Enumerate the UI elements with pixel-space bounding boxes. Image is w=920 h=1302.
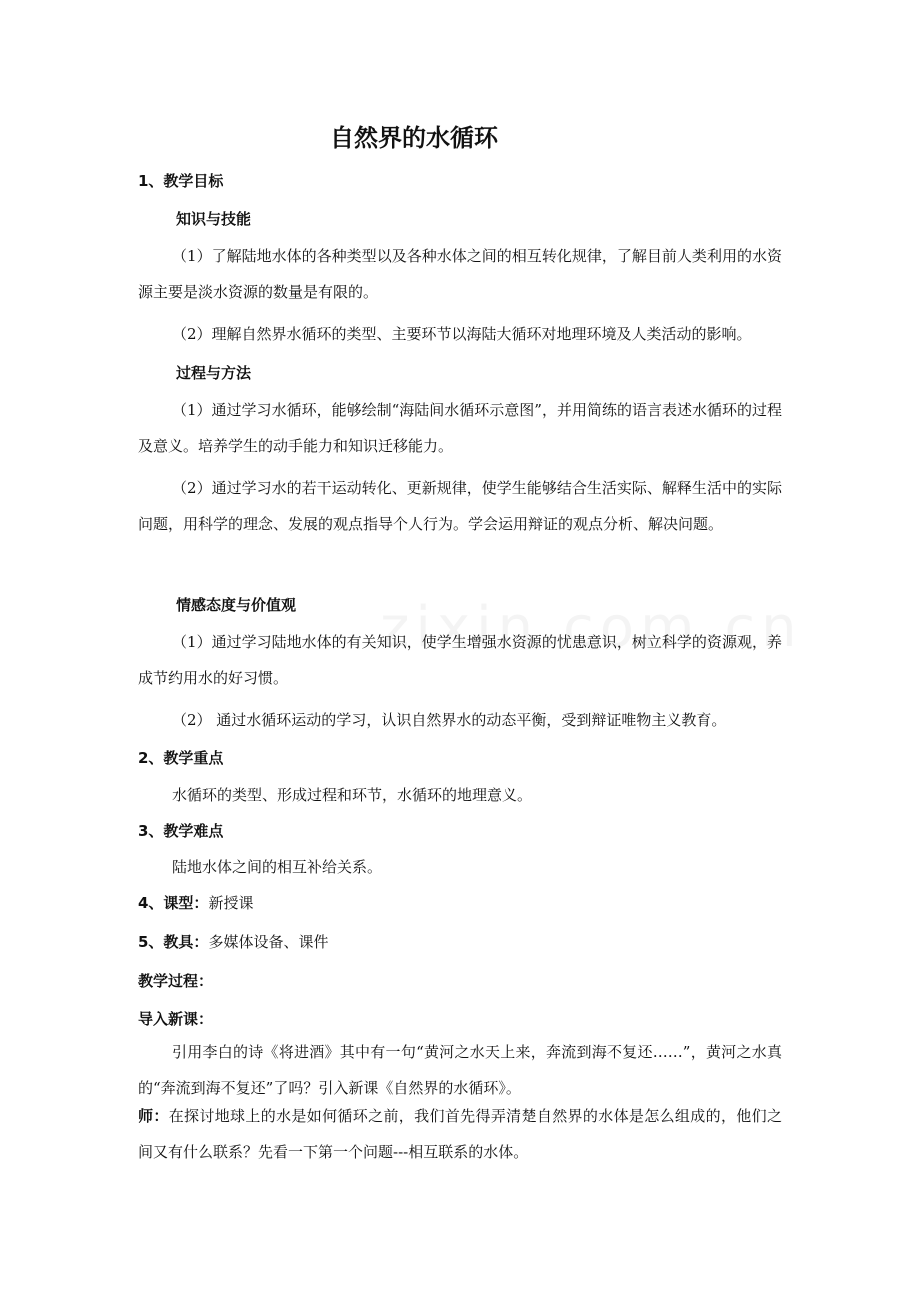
process-item-1: （1）通过学习水循环，能够绘制“海陆间水循环示意图”，并用简练的语言表述水循环的过程及意义。培养学生的动手能力和知识迁移能力。	[138, 401, 782, 455]
document-title: 自然界的水循环	[330, 124, 498, 152]
process-method-heading: 过程与方法	[176, 364, 252, 382]
key-points-text: 水循环的类型、形成过程和环节，水循环的地理意义。	[172, 786, 533, 804]
emotion-item-2: （2） 通过水循环运动的学习，认识自然界水的动态平衡，受到辩证唯物主义教育。	[172, 711, 727, 729]
tools-label: 5、教具：	[138, 933, 209, 951]
teacher-label: 师：	[138, 1107, 169, 1125]
emotion-heading: 情感态度与价值观	[176, 596, 297, 614]
emotion-item-1: （1）通过学习陆地水体的有关知识，使学生增强水资源的忧患意识，树立科学的资源观，养成节约用水的好习惯。	[138, 633, 782, 687]
difficulty-text: 陆地水体之间的相互补给关系。	[172, 858, 383, 876]
lesson-type-label: 4、课型：	[138, 894, 209, 912]
difficulty-heading: 3、教学难点	[138, 822, 224, 840]
knowledge-item-2: （2）理解自然界水循环的类型、主要环节以海陆大循环对地理环境及人类活动的影响。	[172, 325, 752, 343]
intro-text: 引用李白的诗《将进酒》其中有一句“黄河之水天上来，奔流到海不复还……”，黄河之水真的“奔流到海不复还”了吗？引入新课《自然界的水循环》。	[138, 1043, 782, 1097]
knowledge-item-1: （1）了解陆地水体的各种类型以及各种水体之间的相互转化规律，了解目前人类利用的水资源主要是淡水资源的数量是有限的。	[138, 247, 782, 301]
teaching-process-title: 教学过程：	[138, 972, 214, 990]
teacher-text: 在探讨地球上的水是如何循环之前，我们首先得弄清楚自然界的水体是怎么组成的，他们之间又有什么联系？先看一下第一个问题---相互联系的水体。	[138, 1107, 782, 1161]
intro-title: 导入新课：	[138, 1010, 214, 1028]
knowledge-heading: 知识与技能	[176, 210, 252, 228]
process-item-2: （2）通过学习水的若干运动转化、更新规律，使学生能够结合生活实际、解释生活中的实际问题，用科学的理念、发展的观点指导个人行为。学会运用辩证的观点分析、解决问题。	[138, 479, 782, 533]
lesson-type-value: 新授课	[208, 894, 254, 912]
tools-value: 多媒体设备、课件	[208, 933, 329, 951]
key-points-heading: 2、教学重点	[138, 749, 224, 767]
tools-line	[138, 931, 328, 952]
teacher-paragraph	[138, 1098, 782, 1170]
objectives-heading: 1、教学目标	[138, 172, 224, 190]
lesson-type-line	[138, 892, 253, 913]
